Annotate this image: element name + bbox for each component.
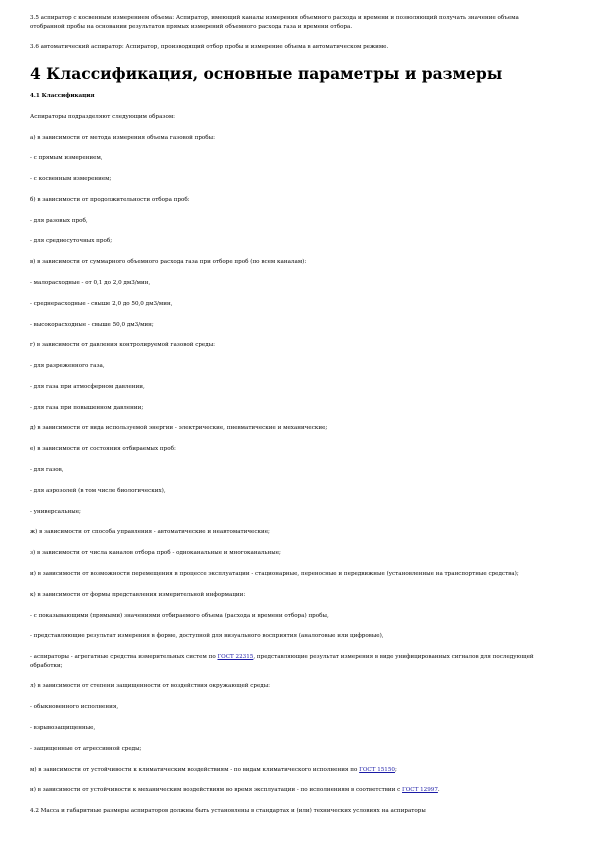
list-item: - для газа при повышенном давлении; — [30, 404, 144, 411]
list-item: - для разреженного газа, — [30, 363, 105, 370]
list-item-with-link — [30, 653, 537, 670]
list-item: - для газа при атмосферном давлении, — [30, 383, 145, 390]
list-item: - защищенные от агрессивной среды; — [30, 745, 142, 752]
list-heading-n — [30, 786, 537, 795]
list-heading-b: б) в зависимости от продолжительности отбора проб: — [30, 196, 190, 203]
list-item-text: - аспираторы - агрегатные средства измерительных систем по — [30, 654, 218, 661]
list-item: - для разовых проб, — [30, 217, 88, 224]
subsection-heading: 4.1 Классификация — [30, 92, 95, 99]
list-heading-k: к) в зависимости от формы представления измерительной информации: — [30, 591, 246, 598]
list-item: - малорасходные - от 0,1 до 2,0 дм3/мин, — [30, 280, 151, 286]
list-item: - обыкновенного исполнения, — [30, 704, 119, 711]
list-item: - с показывающими (прямыми) значениями отбираемого объема (расхода и времени отбора) пробы, — [30, 612, 329, 619]
list-item: - универсальные; — [30, 508, 81, 515]
gost-15150-link[interactable]: ГОСТ 15150 — [359, 766, 395, 773]
list-heading-a: а) в зависимости от метода измерения объема газовой пробы: — [30, 134, 215, 141]
list-heading-m — [30, 766, 537, 775]
list-heading-g: г) в зависимости от давления контролируемой газовой среды: — [30, 342, 216, 349]
section-heading: 4 Классификация, основные параметры и размеры — [30, 63, 503, 83]
list-item: - среднерасходные - свыше 2,0 до 50,0 дм3/мин, — [30, 300, 173, 307]
list-item-text: н) в зависимости от устойчивости к механическим воздействиям во время эксплуатации - по исполнениям в соответствии с — [30, 787, 403, 794]
list-item: - для газов, — [30, 467, 64, 474]
list-item: - с прямым измерением, — [30, 155, 103, 162]
list-item: - для среднесуточных проб; — [30, 238, 113, 245]
list-item: - взрывозащищенные, — [30, 725, 96, 731]
list-heading-zh: ж) в зависимости от способа управления - автоматические и неавтоматические; — [30, 529, 270, 536]
list-item: - высокорасходные - свыше 50,0 дм3/мин; — [30, 321, 154, 328]
list-heading-e: е) в зависимости от состояния отбираемых проб: — [30, 446, 176, 453]
gost-22315-link[interactable]: ГОСТ 22315 — [217, 654, 254, 661]
list-heading-i: и) в зависимости от возможности перемещения в процессе эксплуатации - стационарные, переносные и передвижные (установленные на транспортные средства); — [30, 570, 519, 577]
list-item: - с косвенным измерением; — [30, 176, 112, 183]
list-item-text: м) в зависимости от устойчивости к климатическим воздействиям - по видам климатического исполнения по — [30, 766, 360, 773]
list-heading-d: д) в зависимости от вида используемой энергии - электрические, пневматические и механические; — [30, 425, 328, 432]
paragraph: Аспираторы подразделяют следующим образом: — [30, 113, 176, 120]
paragraph-4-2: 4.2 Масса и габаритные размеры аспираторов должны быть установлены в стандартах и (или) технических условиях на аспираторы — [30, 808, 426, 815]
list-item: - для аэрозолей (в том числе биологических), — [30, 487, 166, 494]
list-heading-l: л) в зависимости от степени защищенности от воздействия окружающей среды: — [30, 683, 271, 690]
definition-3-6: 3.6 автоматический аспиратор: Аспиратор, производящий отбор пробы и измерение объема в автоматическом режиме. — [30, 44, 389, 51]
list-item-text: , представляющие результат измерения в виде унифицированных сигналов для последующей обработки; — [30, 654, 534, 669]
gost-12997-link[interactable]: ГОСТ 12997 — [402, 787, 438, 794]
list-item-text: ; — [394, 766, 397, 773]
list-item: - представляющие результат измерения в форме, доступной для визуального восприятия (аналоговые или цифровые), — [30, 633, 384, 640]
list-item-text: . — [437, 787, 440, 794]
list-heading-v: в) в зависимости от суммарного объемного расхода газа при отборе проб (по всем каналам): — [30, 259, 307, 266]
list-heading-z: з) в зависимости от числа каналов отбора проб - одноканальные и многоканальные; — [30, 550, 281, 557]
definition-3-5: 3.5 аспиратор с косвенным измерением объема: Аспиратор, имеющий каналы измерения объемного расхода и времени и позволяющий получать значение объема отобранной пробы на основании результатов прямых измерений объемного расхода газа и времени отбора. — [30, 15, 519, 30]
